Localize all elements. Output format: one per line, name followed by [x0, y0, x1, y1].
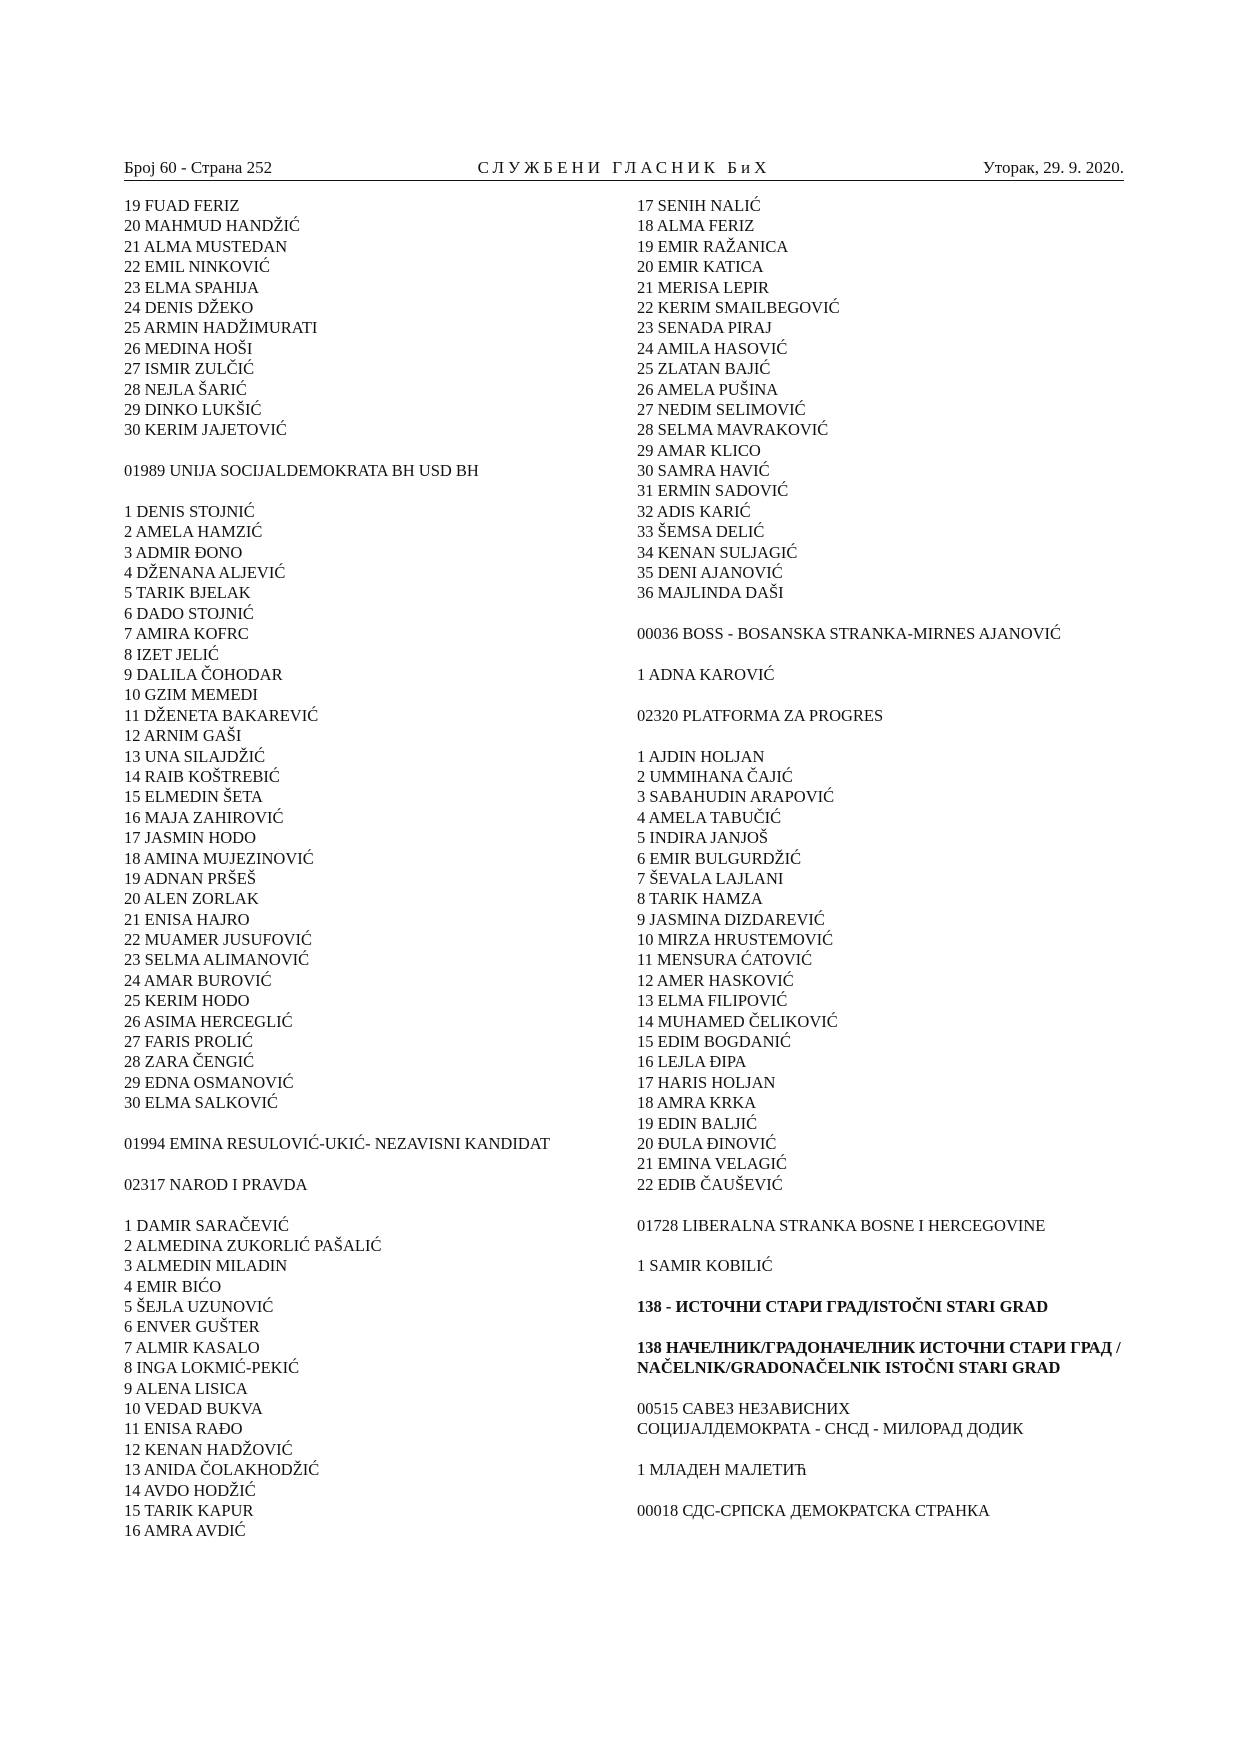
list-item: 8 IZET JELIĆ — [124, 644, 220, 664]
list-item: 00515 САВЕЗ НЕЗАВИСНИХ — [637, 1399, 851, 1419]
page-header — [124, 156, 1124, 181]
list-item: 35 DENI AJANOVIĆ — [637, 563, 783, 583]
list-item: 12 KENAN HADŽOVIĆ — [124, 1439, 293, 1459]
blank-line — [637, 645, 1127, 665]
list-item: 29 DINKO LUKŠIĆ — [124, 399, 262, 419]
list-item: 27 FARIS PROLIĆ — [124, 1032, 253, 1052]
list-item: 4 EMIR BIĆO — [124, 1276, 222, 1296]
list-item: 1 МЛАДЕН МАЛЕТИЋ — [637, 1460, 807, 1480]
list-item: 23 SENADA PIRAJ — [637, 318, 772, 338]
list-item: 2 ALMEDINA ZUKORLIĆ PAŠALIĆ — [124, 1235, 382, 1255]
list-item: 13 ANIDA ČOLAKHODŽIĆ — [124, 1460, 320, 1480]
list-item: 20 MAHMUD HANDŽIĆ — [124, 216, 300, 236]
blank-line — [637, 1277, 1127, 1297]
list-item: 6 ENVER GUŠTER — [124, 1317, 260, 1337]
list-item: 4 AMELA TABUČIĆ — [637, 807, 782, 827]
blank-line — [637, 726, 1127, 746]
list-item: 33 ŠEMSA DELIĆ — [637, 522, 765, 542]
blank-line — [124, 481, 614, 501]
list-item: 9 JASMINA DIZDAREVIĆ — [637, 909, 825, 929]
list-item: 12 ARNIM GAŠI — [124, 726, 242, 746]
list-item: 14 AVDO HODŽIĆ — [124, 1480, 256, 1500]
list-item: 8 TARIK HAMZA — [637, 889, 763, 909]
list-item: 30 ELMA SALKOVIĆ — [124, 1093, 279, 1113]
list-item: 02320 PLATFORMA ZA PROGRES — [637, 705, 884, 725]
list-item: 20 ALEN ZORLAK — [124, 889, 259, 909]
list-item: 9 ALENA LISICA — [124, 1378, 248, 1398]
list-item: 5 TARIK BJELAK — [124, 583, 251, 603]
list-item: 01728 LIBERALNA STRANKA BOSNE I HERCEGOVINE — [637, 1215, 1046, 1235]
list-item: 32 ADIS KARIĆ — [637, 501, 751, 521]
section-heading: 138 - ИСТОЧНИ СТАРИ ГРАД/ISTOČNI STARI GRAD — [637, 1297, 1049, 1317]
list-item: 13 UNA SILAJDŽIĆ — [124, 746, 266, 766]
list-item: 12 AMER HASKOVIĆ — [637, 970, 794, 990]
list-item: 21 ALMA MUSTEDAN — [124, 236, 288, 256]
list-item: 6 EMIR BULGURDŽIĆ — [637, 848, 802, 868]
publication-date: Уторак, 29. 9. 2020. — [982, 158, 1124, 177]
list-item: 30 KERIM JAJETOVIĆ — [124, 420, 287, 440]
list-item: 00036 BOSS - BOSANSKA STRANKA-MIRNES AJANOVIĆ — [637, 624, 1062, 644]
list-item: 00018 СДС-СРПСКА ДЕМОКРАТСКА СТРАНКА — [637, 1501, 990, 1521]
list-item: 18 AMINA MUJEZINOVIĆ — [124, 848, 314, 868]
list-item: 11 ENISA RAĐO — [124, 1419, 243, 1439]
list-item: 8 INGA LOKMIĆ-PEKIĆ — [124, 1358, 300, 1378]
list-item: 3 SABAHUDIN ARAPOVIĆ — [637, 787, 835, 807]
blank-line — [637, 1440, 1127, 1460]
list-item: 28 SELMA MAVRAKOVIĆ — [637, 420, 829, 440]
list-item: 4 DŽENANA ALJEVIĆ — [124, 563, 286, 583]
list-item: 19 FUAD FERIZ — [124, 196, 240, 215]
list-item: 19 ADNAN PRŠEŠ — [124, 868, 257, 888]
list-item: 15 EDIM BOGDANIĆ — [637, 1032, 791, 1052]
list-item: 20 ĐULA ĐINOVIĆ — [637, 1133, 777, 1153]
list-item: 34 KENAN SULJAGIĆ — [637, 542, 798, 562]
list-item: 22 EDIB ČAUŠEVIĆ — [637, 1174, 783, 1194]
list-item: 16 LEJLA ĐIPA — [637, 1052, 747, 1072]
list-item: 30 SAMRA HAVIĆ — [637, 461, 770, 481]
list-item: 14 MUHAMED ČELIKOVIĆ — [637, 1011, 838, 1031]
list-item: 16 AMRA AVDIĆ — [124, 1521, 246, 1541]
list-item: 6 DADO STOJNIĆ — [124, 603, 254, 623]
blank-line — [124, 1154, 614, 1174]
list-item: 22 KERIM SMAILBEGOVIĆ — [637, 297, 840, 317]
blank-line — [637, 685, 1127, 705]
list-item: 26 AMELA PUŠINA — [637, 379, 779, 399]
list-item: 1 SAMIR KOBILIĆ — [637, 1256, 773, 1276]
list-item: 24 AMILA HASOVIĆ — [637, 338, 788, 358]
list-item: 21 MERISA LEPIR — [637, 277, 770, 297]
list-item: 10 VEDAD BUKVA — [124, 1399, 263, 1419]
list-item: 11 DŽENETA BAKAREVIĆ — [124, 705, 319, 725]
list-item: 14 RAIB KOŠTREBIĆ — [124, 766, 280, 786]
list-item: 15 ELMEDIN ŠETA — [124, 787, 263, 807]
list-item: 9 DALILA ČOHODAR — [124, 664, 283, 684]
list-item: 11 MENSURA ĆATOVIĆ — [637, 950, 813, 970]
list-item: 1 ADNA KAROVIĆ — [637, 664, 775, 684]
list-item: 23 ELMA SPAHIJA — [124, 277, 260, 297]
list-item: 10 MIRZA HRUSTEMOVIĆ — [637, 930, 834, 950]
blank-line — [637, 1379, 1127, 1399]
list-item: 17 JASMIN HODO — [124, 828, 257, 848]
list-item: 7 ALMIR KASALO — [124, 1337, 260, 1357]
list-item: 21 EMINA VELAGIĆ — [637, 1154, 788, 1174]
list-item: 20 EMIR KATICA — [637, 257, 764, 277]
list-item: 3 ADMIR ĐONO — [124, 542, 243, 562]
list-item: 22 EMIL NINKOVIĆ — [124, 257, 271, 277]
list-item: 27 NEDIM SELIMOVIĆ — [637, 399, 806, 419]
list-item: СОЦИЈАЛДЕМОКРАТА - СНСД - МИЛОРАД ДОДИК — [637, 1419, 1024, 1439]
list-item: 02317 NAROD I PRAVDA — [124, 1174, 308, 1194]
list-item: 19 EMIR RAŽANICA — [637, 236, 789, 256]
list-item: 18 ALMA FERIZ — [637, 216, 755, 236]
left-column — [124, 196, 614, 1542]
list-item: 24 AMAR BUROVIĆ — [124, 970, 272, 990]
list-item: 1 DENIS STOJNIĆ — [124, 501, 255, 521]
section-heading: 138 НАЧЕЛНИК/ГРАДОНАЧЕЛНИК ИСТОЧНИ СТАРИ ГРАД / NAČELNIK/GRADONAČELNIK ISTOČNI STARI GRAD — [637, 1337, 1121, 1378]
list-item: 31 ERMIN SADOVIĆ — [637, 481, 789, 501]
list-item: 2 AMELA HAMZIĆ — [124, 522, 263, 542]
list-item: 26 MEDINA HOŠI — [124, 338, 253, 358]
blank-line — [637, 1236, 1127, 1256]
blank-line — [637, 1195, 1127, 1215]
list-item: 25 KERIM HODO — [124, 991, 250, 1011]
list-item: 16 MAJA ZAHIROVIĆ — [124, 807, 284, 827]
list-item: 3 ALMEDIN MILADIN — [124, 1256, 288, 1276]
blank-line — [124, 441, 614, 461]
list-item: 25 ZLATAN BAJIĆ — [637, 359, 771, 379]
list-item: 25 ARMIN HADŽIMURATI — [124, 318, 318, 338]
list-item: 17 HARIS HOLJAN — [637, 1072, 776, 1092]
list-item: 28 NEJLA ŠARIĆ — [124, 379, 247, 399]
blank-line — [637, 1318, 1127, 1338]
blank-line — [637, 1481, 1127, 1501]
list-item: 17 SENIH NALIĆ — [637, 196, 761, 215]
issue-and-page-number: Број 60 - Страна 252 — [124, 158, 273, 177]
list-item: 1 AJDIN HOLJAN — [637, 746, 765, 766]
list-item: 22 MUAMER JUSUFOVIĆ — [124, 930, 312, 950]
blank-line — [124, 1114, 614, 1134]
publication-title: СЛУЖБЕНИ ГЛАСНИК БиХ — [477, 158, 771, 177]
list-item: 1 DAMIR SARAČEVIĆ — [124, 1215, 290, 1235]
list-item: 15 TARIK KAPUR — [124, 1501, 254, 1520]
list-item: 19 EDIN BALJIĆ — [637, 1113, 758, 1133]
list-item: 10 GZIM MEMEDI — [124, 685, 258, 705]
list-item: 24 DENIS DŽEKO — [124, 297, 254, 317]
list-item: 13 ELMA FILIPOVIĆ — [637, 991, 788, 1011]
blank-line — [637, 604, 1127, 624]
list-item: 29 EDNA OSMANOVIĆ — [124, 1072, 294, 1092]
list-item: 27 ISMIR ZULČIĆ — [124, 359, 255, 379]
blank-line — [124, 1195, 614, 1215]
list-item: 01989 UNIJA SOCIJALDEMOKRATA BH USD BH — [124, 461, 479, 481]
list-item: 28 ZARA ČENGIĆ — [124, 1052, 255, 1072]
list-item: 01994 EMINA RESULOVIĆ-UKIĆ- NEZAVISNI KANDIDAT — [124, 1133, 550, 1153]
list-item: 5 ŠEJLA UZUNOVIĆ — [124, 1297, 274, 1317]
right-column — [637, 196, 1127, 1521]
list-item: 7 ŠEVALA LAJLANI — [637, 868, 784, 888]
list-item: 36 MAJLINDA DAŠI — [637, 583, 784, 603]
list-item: 7 AMIRA KOFRC — [124, 624, 249, 644]
list-item: 26 ASIMA HERCEGLIĆ — [124, 1011, 293, 1031]
list-item: 5 INDIRA JANJOŠ — [637, 828, 769, 848]
list-item: 21 ENISA HAJRO — [124, 909, 250, 929]
list-item: 23 SELMA ALIMANOVIĆ — [124, 950, 310, 970]
list-item: 29 AMAR KLICO — [637, 440, 761, 460]
list-item: 2 UMMIHANA ČAJIĆ — [637, 766, 793, 786]
list-item: 18 AMRA KRKA — [637, 1093, 757, 1113]
